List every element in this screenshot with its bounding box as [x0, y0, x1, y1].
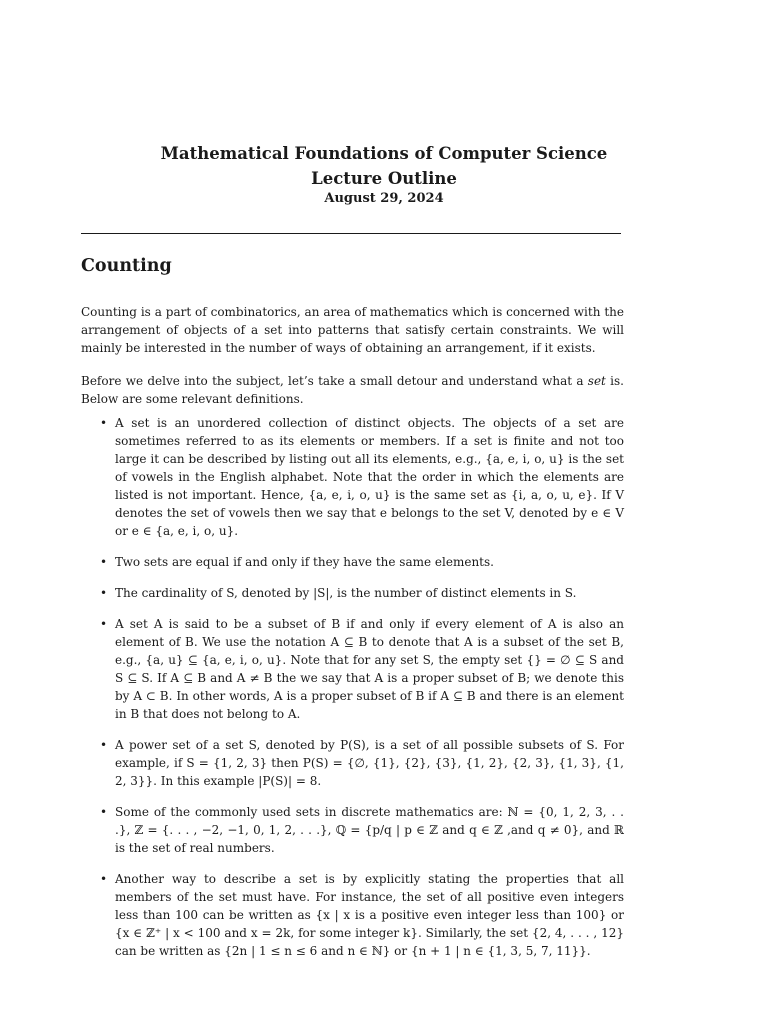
document-title: Mathematical Foundations of Computer Science	[160, 144, 608, 163]
set-term: set	[587, 374, 606, 388]
definition-text: A set is an unordered collection of distinct objects. The objects of a set are sometimes referred to as its elements or members. If a set is finite and not too large it can be described by listing out all its elements, e.g., {a, e, i, o, u} is the set of vowels in the English alphabet. Note that the order in which the elements are listed is not important. Hence, {a, e, i, o, u} is the same set as {i, a, o, u, e}. If V denotes the set of vowels then we say that e belongs to the set V, denoted by e ∈ V or e ∈ {a, e, i, o, u}.	[115, 416, 624, 538]
definition-text: A power set of a set S, denoted by P(S), is a set of all possible subsets of S. For example, if S = {1, 2, 3} then P(S) = {∅, {1}, {2}, {3}, {1, 2}, {2, 3}, {1, 3}, {1, 2, 3}}. In this example |P(S)| = 8.	[115, 738, 624, 788]
document-date: August 29, 2024	[324, 191, 444, 206]
definition-text: The cardinality of S, denoted by |S|, is the number of distinct elements in S.	[115, 586, 577, 600]
section-heading: Counting	[81, 256, 172, 276]
horizontal-rule	[81, 233, 621, 234]
definitions-list	[81, 414, 624, 973]
definition-equal	[81, 553, 624, 571]
definition-text: Some of the commonly used sets in discrete mathematics are: ℕ = {0, 1, 2, 3, . . .}, ℤ = {. . . , −2, −1, 0, 1, 2, . . .}, ℚ = {p/q | p ∈ ℤ and q ∈ ℤ ,and q ≠ 0}, and ℝ is the set of real numbers.	[115, 805, 624, 855]
definition-set-builder	[81, 870, 624, 960]
detour-text-after: is. Below are some relevant definitions.	[81, 374, 624, 406]
detour-text-before: Before we delve into the subject, let’s take a small detour and understand what a	[81, 374, 588, 388]
definition-text: Another way to describe a set is by explicitly stating the properties that all members of the set must have. For instance, the set of all positive even integers less than 100 can be written as {x | x is a positive even integer less than 100} or {x ∈ ℤ⁺ | x < 100 and x = 2k, for some integer k}. Similarly, the set {2, 4, . . . , 12} can be written as {2n | 1 ≤ n ≤ 6 and n ∈ ℕ} or {n + 1 | n ∈ {1, 3, 5, 7, 11}}.	[115, 872, 624, 958]
bullet-icon: •	[100, 738, 108, 752]
bullet-icon: •	[100, 555, 108, 569]
detour-paragraph	[81, 372, 624, 408]
bullet-icon: •	[100, 872, 108, 886]
definition-subset	[81, 615, 624, 723]
title-block	[0, 141, 768, 207]
definition-cardinality	[81, 584, 624, 602]
bullet-icon: •	[100, 416, 108, 430]
document-subtitle: Lecture Outline	[311, 169, 457, 188]
definition-set	[81, 414, 624, 540]
definition-power-set	[81, 736, 624, 790]
bullet-icon: •	[100, 586, 108, 600]
definition-text: Two sets are equal if and only if they have the same elements.	[115, 555, 494, 569]
definition-text: A set A is said to be a subset of B if and only if every element of A is also an element of B. We use the notation A ⊆ B to denote that A is a subset of the set B, e.g., {a, u} ⊆ {a, e, i, o, u}. Note that for any set S, the empty set {} = ∅ ⊆ S and S ⊆ S. If A ⊆ B and A ≠ B the we say that A is a proper subset of B; we denote this by A ⊂ B. In other words, A is a proper subset of B if A ⊆ B and there is an element in B that does not belong to A.	[115, 617, 624, 721]
intro-paragraph: Counting is a part of combinatorics, an area of mathematics which is concerned with the arrangement of objects of a set into patterns that satisfy certain constraints. We will mainly be interested in the number of ways of obtaining an arrangement, if it exists.	[81, 305, 624, 355]
bullet-icon: •	[100, 617, 108, 631]
bullet-icon: •	[100, 805, 108, 819]
definition-common-sets	[81, 803, 624, 857]
